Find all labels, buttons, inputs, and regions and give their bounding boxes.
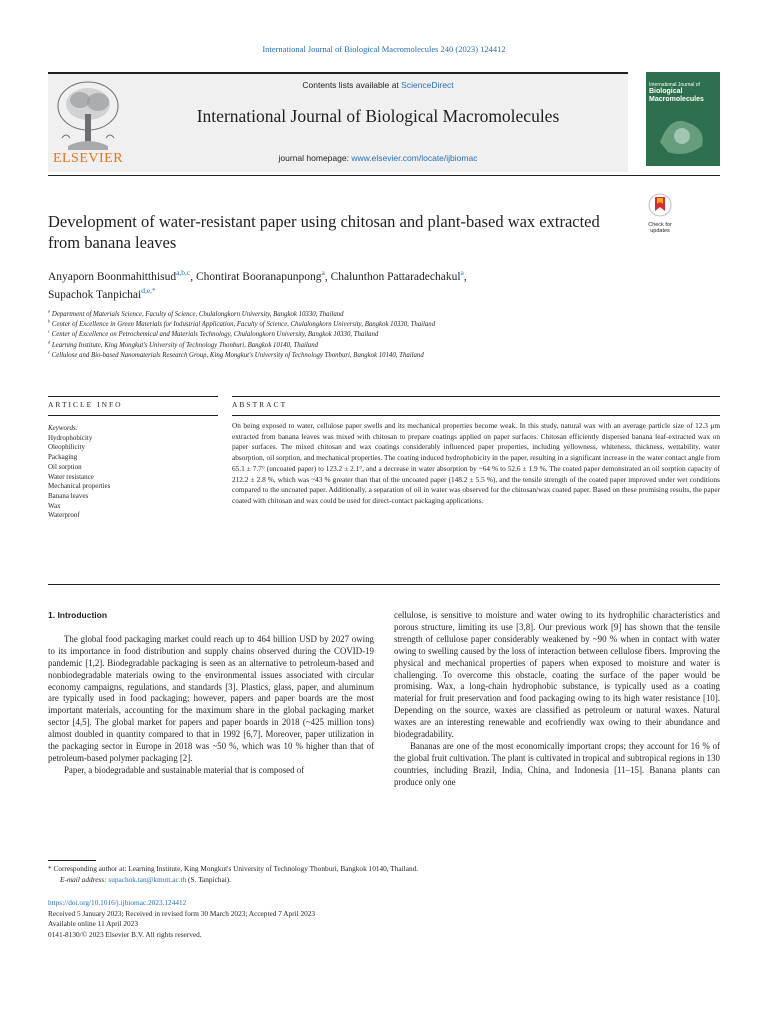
abstract-text: On being exposed to water, cellulose paper swells and its mechanical properties become weak. In this study, natural wax with an average particle size of 12.3 μm extracted from banana leaves was mixed with chitosan to prepare coatings applied on paper surfaces. Chitosan efficiently dispersed banana leaf-extracted wax on paper surfaces. The mixed chitosan and wax coatings considerably influenced paper properties, including yellowness, whiteness, thickness, wettability, water absorption, oil sorption, and mechanical properties. The coating induced hydrophobicity in the paper, resulting in a significant increase in the water contact angle from 65.1 ± 7.7° (uncoated paper) to 123.2 ± 2.1°, and a decrease in water absorption by ~64 % to 52.6 ± 1.9 %. The coated paper demonstrated an oil sorption capacity of 212.2 ± 2.8 %, which was ~43 % greater than that of the uncoated paper (148.2 ± 5.5 %), and the tensile strength of the coated paper improved under wet conditions compared to the uncoated paper. Additionally, a separation of oil in water was observed for the chitosan/wax coated paper. Based on these promising results, the paper coated with chitosan and wax could be used for direct-contact packaging applications.	[232, 421, 720, 505]
author-name: Supachok Tanpichai	[48, 289, 142, 301]
body-left-column	[48, 610, 374, 777]
publisher-name: ELSEVIER	[52, 151, 124, 166]
bookmark-icon	[647, 193, 673, 217]
homepage-link[interactable]: www.elsevier.com/locate/ijbiomac	[351, 153, 478, 163]
check-for-updates-badge[interactable]	[646, 193, 674, 234]
abstract-bottom-rule	[48, 584, 720, 585]
article-info-top-rule	[48, 396, 218, 397]
cover-artwork	[656, 112, 710, 158]
homepage-line	[128, 153, 628, 163]
affiliation-item: $^d$ Learning Institute, King Mongkut's University of Technology Thonburi, Bangkok 10140, Thailand	[48, 339, 318, 349]
paragraph: Bananas are one of the most economically important crops; they account for 16 % of the global fruit cultivation. The plant is cultivated in tropical and subtropical regions in 130 countries, including Brazil, India, China, and Indonesia [11–15]. Banana plants can produce only one	[394, 740, 720, 787]
footnote-rule	[48, 860, 96, 861]
author-name: Chalunthon Pattaradechakul	[330, 271, 461, 283]
cover-title: Biological Macromolecules	[649, 88, 704, 103]
journal-title: International Journal of Biological Macromolecules	[196, 106, 560, 126]
doi-link[interactable]: https://doi.org/10.1016/j.ijbiomac.2023.124412	[48, 898, 187, 907]
article-info-under-rule	[48, 415, 218, 416]
author-name: Anyaporn Boonmahitthisud	[48, 271, 177, 283]
article-title: Development of water-resistant paper using chitosan and plant-based wax extracted from banana leaves	[48, 212, 600, 252]
sciencedirect-link[interactable]: ScienceDirect	[401, 80, 454, 90]
corresponding-author-note: * Corresponding author at: Learning Institute, King Mongkut's University of Technology Thonburi, Bangkok 10140, Thailand.	[48, 864, 419, 873]
affiliation-item: $^a$ Department of Materials Science, Faculty of Science, Chulalongkorn University, Bangkok 10330, Thailand	[48, 308, 344, 318]
author-affil-sup[interactable]: d,e,*	[141, 286, 156, 296]
paragraph: cellulose, is sensitive to moisture and water owing to its hydrophilic characteristics and porous structure, limiting its use [3,8]. Our previous work [9] has shown that the tensile strength of cellulose paper considerably weakened by ~90 % when in contact with water owing to swelling caused by the loss of interaction between cellulose fibers. Improving the physical and mechanical properties of papers when exposed to moisture and water is challenging. To overcome this obstacle, coating the surface of the paper would be promising. Wax, a long-chain hydrophobic substance, is typically used as a coating material for fruit preservation and food packaging owing to its high water resistance [10]. Depending on the source, waxes are classified as petroleum or natural waxes. Natural waxes are an interesting renewable and ecofriendly wax owing to their abundance and biodegradability.	[394, 610, 720, 740]
abstract-top-rule	[232, 396, 720, 397]
author-affil-sup[interactable]: a	[460, 268, 464, 278]
keyword: Hydrophobicity	[48, 433, 93, 442]
footnotes	[48, 864, 720, 885]
affiliation-item: $^b$ Center of Excellence in Green Materials for Industrial Application, Faculty of Science, Chulalongkorn University, Bangkok 10330, Thailand	[48, 318, 436, 329]
abstract-heading: ABSTRACT	[232, 400, 288, 409]
cover-small-title: International Journal of	[649, 82, 700, 88]
author-affil-sup[interactable]: a,b,c	[176, 268, 191, 278]
author-name: Chontirat Booranapunpong	[195, 271, 322, 283]
keyword: Wax	[48, 501, 61, 510]
keyword: Waterproof	[48, 511, 80, 520]
keyword: Oleophilicity	[48, 443, 85, 452]
journal-cover	[646, 72, 720, 166]
affiliation-item: $^e$ Cellulose and Bio-based Nanomaterials Research Group, King Mongkut's University of Technology Thonburi, Bangkok 10140, Thailand	[48, 349, 424, 359]
journal-reference[interactable]: International Journal of Biological Macromolecules 240 (2023) 124412	[262, 44, 506, 54]
copyright: 0141-8130/© 2023 Elsevier B.V. All rights reserved.	[48, 929, 202, 939]
abstract-under-rule	[232, 415, 720, 416]
homepage-prefix: journal homepage:	[278, 153, 352, 163]
email-line: E-mail address: supachok.tan@kmutt.ac.th (S. Tanpichai).	[60, 874, 231, 884]
affiliation-item: $^c$ Center of Excellence on Petrochemical and Materials Technology, Chulalongkorn University, Bangkok 10330, Thailand	[48, 329, 379, 339]
keyword: Packaging	[48, 453, 78, 462]
keywords-list	[48, 424, 218, 521]
check-label: Check for updates	[648, 222, 672, 234]
section-heading: 1. Introduction	[48, 610, 108, 620]
article-metadata	[48, 898, 720, 940]
keyword: Banana leaves	[48, 491, 89, 500]
keyword: Oil sorption	[48, 462, 82, 471]
paragraph: Paper, a biodegradable and sustainable material that is composed of	[64, 764, 305, 775]
keyword: Mechanical properties	[48, 482, 111, 491]
author-list: Anyaporn Boonmahitthisud$^{a,b,c}$, Chontirat Booranapunpong$^a$, Chalunthon Pattaradechakul$^a$, Supachok Tanpichai$^{d,e,*}$	[48, 268, 467, 301]
header-bottom-rule	[48, 175, 720, 176]
affiliations	[48, 310, 688, 361]
keyword: Water resistance	[48, 472, 94, 481]
body-right-column	[394, 610, 720, 789]
article-info-heading: ARTICLE INFO	[48, 400, 123, 409]
contents-line	[128, 80, 628, 90]
email-link[interactable]: supachok.tan@kmutt.ac.th	[108, 874, 187, 884]
author-affil-sup[interactable]: a	[321, 268, 325, 278]
keywords-label: Keywords:	[48, 424, 79, 432]
contents-prefix: Contents lists available at	[302, 80, 402, 90]
paragraph: The global food packaging market could reach up to 464 billion USD by 2027 owing to its importance in food distribution and supply chains observed during the COVID-19 pandemic [1,2]. Biodegradable packaging is seen as an alternative to petroleum-based and nonbiodegradable materials owing to the environmental issues associated with circular economy campaigns, regulations, and standards [3]. Plastics, glass, paper, and aluminum are typically used in food packaging; however, papers and paper boards are the most important materials, accounting for the maximum share in the global packaging market sector [4,5]. The global market for papers and paper boards in 2018 (~425 million tons) almost doubled in quantity compared to that in 1992 [6,7]. Moreover, paper utilization in the packaging sector in Europe in 2018 was ~50 %, which was 10 % higher than that of petroleum-based polymer packaging [2].	[48, 633, 374, 763]
available-online: Available online 11 April 2023	[48, 919, 138, 928]
received-dates: Received 5 January 2023; Received in revised form 30 March 2023; Accepted 7 April 2023	[48, 908, 316, 918]
